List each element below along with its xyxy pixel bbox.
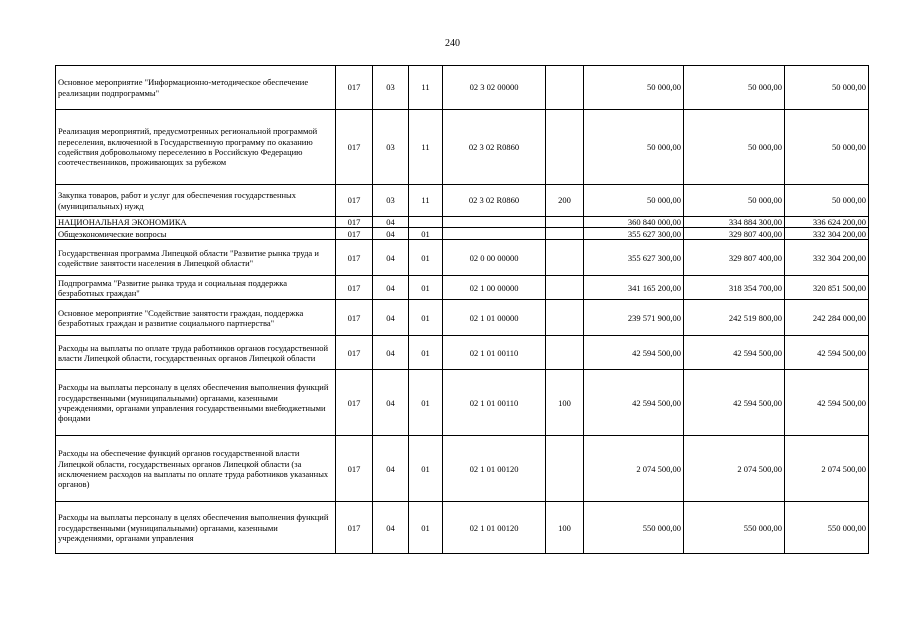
row-target-article: 02 1 01 00110 [443, 336, 546, 370]
table-row [56, 276, 869, 300]
row-amount-year1: 355 627 300,00 [584, 228, 684, 240]
row-subsection-code: 01 [409, 436, 443, 502]
row-amount-year3: 2 074 500,00 [785, 436, 869, 502]
row-ministry-code: 017 [336, 276, 373, 300]
row-section-code: 04 [373, 300, 409, 336]
row-amount-year1: 360 840 000,00 [584, 217, 684, 228]
row-expense-type [546, 110, 584, 185]
table-row [56, 300, 869, 336]
row-amount-year3: 242 284 000,00 [785, 300, 869, 336]
row-section-code: 03 [373, 185, 409, 217]
row-section-code: 03 [373, 66, 409, 110]
row-name: Расходы на выплаты по оплате труда работников органов государственной власти Липецкой области, государственных органов Липецкой области [56, 336, 336, 370]
row-target-article: 02 3 02 00000 [443, 66, 546, 110]
row-amount-year1: 50 000,00 [584, 110, 684, 185]
row-ministry-code: 017 [336, 240, 373, 276]
row-amount-year2: 42 594 500,00 [684, 370, 785, 436]
table-row [56, 228, 869, 240]
row-target-article [443, 217, 546, 228]
row-name: Государственная программа Липецкой области "Развитие рынка труда и содействие занятости населения в Липецкой области" [56, 240, 336, 276]
row-target-article: 02 3 02 R0860 [443, 110, 546, 185]
row-ministry-code: 017 [336, 436, 373, 502]
row-subsection-code: 01 [409, 276, 443, 300]
table-row [56, 336, 869, 370]
row-amount-year3: 336 624 200,00 [785, 217, 869, 228]
row-amount-year1: 550 000,00 [584, 502, 684, 554]
row-amount-year1: 355 627 300,00 [584, 240, 684, 276]
row-amount-year2: 329 807 400,00 [684, 240, 785, 276]
row-target-article: 02 1 01 00000 [443, 300, 546, 336]
row-amount-year2: 334 884 300,00 [684, 217, 785, 228]
row-amount-year1: 50 000,00 [584, 66, 684, 110]
row-target-article [443, 228, 546, 240]
row-expense-type [546, 300, 584, 336]
table-row [56, 502, 869, 554]
row-amount-year3: 42 594 500,00 [785, 336, 869, 370]
row-amount-year1: 239 571 900,00 [584, 300, 684, 336]
row-target-article: 02 0 00 00000 [443, 240, 546, 276]
row-amount-year3: 42 594 500,00 [785, 370, 869, 436]
row-amount-year1: 2 074 500,00 [584, 436, 684, 502]
row-target-article: 02 3 02 R0860 [443, 185, 546, 217]
row-name: Основное мероприятие "Содействие занятости граждан, поддержка безработных граждан и развитие социального партнерства" [56, 300, 336, 336]
row-name: Расходы на обеспечение функций органов государственной власти Липецкой области, государственных органов Липецкой области (за исключением расходов на выплаты по оплате труда работников указанных органов) [56, 436, 336, 502]
row-amount-year3: 50 000,00 [785, 185, 869, 217]
table-row [56, 240, 869, 276]
row-section-code: 04 [373, 217, 409, 228]
row-amount-year2: 329 807 400,00 [684, 228, 785, 240]
row-amount-year1: 50 000,00 [584, 185, 684, 217]
table-row [56, 217, 869, 228]
row-amount-year3: 50 000,00 [785, 110, 869, 185]
row-ministry-code: 017 [336, 217, 373, 228]
row-section-code: 04 [373, 240, 409, 276]
row-ministry-code: 017 [336, 185, 373, 217]
row-amount-year3: 332 304 200,00 [785, 228, 869, 240]
row-amount-year2: 50 000,00 [684, 110, 785, 185]
row-amount-year2: 242 519 800,00 [684, 300, 785, 336]
row-name: Закупка товаров, работ и услуг для обеспечения государственных (муниципальных) нужд [56, 185, 336, 217]
row-amount-year2: 50 000,00 [684, 66, 785, 110]
row-target-article: 02 1 01 00110 [443, 370, 546, 436]
row-ministry-code: 017 [336, 502, 373, 554]
row-ministry-code: 017 [336, 66, 373, 110]
table-row [56, 66, 869, 110]
row-name: НАЦИОНАЛЬНАЯ ЭКОНОМИКА [56, 217, 336, 228]
row-amount-year2: 2 074 500,00 [684, 436, 785, 502]
row-section-code: 04 [373, 502, 409, 554]
row-name: Подпрограмма "Развитие рынка труда и социальная поддержка безработных граждан" [56, 276, 336, 300]
row-section-code: 04 [373, 336, 409, 370]
row-amount-year2: 550 000,00 [684, 502, 785, 554]
row-amount-year2: 318 354 700,00 [684, 276, 785, 300]
row-subsection-code: 01 [409, 370, 443, 436]
row-amount-year3: 550 000,00 [785, 502, 869, 554]
row-amount-year2: 50 000,00 [684, 185, 785, 217]
row-subsection-code: 01 [409, 228, 443, 240]
row-target-article: 02 1 01 00120 [443, 436, 546, 502]
row-expense-type: 100 [546, 370, 584, 436]
row-subsection-code: 11 [409, 66, 443, 110]
table-row [56, 110, 869, 185]
row-target-article: 02 1 01 00120 [443, 502, 546, 554]
row-expense-type [546, 436, 584, 502]
row-amount-year3: 320 851 500,00 [785, 276, 869, 300]
row-ministry-code: 017 [336, 110, 373, 185]
row-amount-year3: 332 304 200,00 [785, 240, 869, 276]
page-number: 240 [445, 38, 460, 49]
row-ministry-code: 017 [336, 370, 373, 436]
row-expense-type [546, 228, 584, 240]
row-subsection-code [409, 217, 443, 228]
row-ministry-code: 017 [336, 300, 373, 336]
row-subsection-code: 01 [409, 502, 443, 554]
table-row [56, 436, 869, 502]
row-amount-year1: 42 594 500,00 [584, 336, 684, 370]
row-name: Реализация мероприятий, предусмотренных региональной программой переселения, включенной в Государственную программу по оказанию содействия добровольному переселению в Российскую Федерацию соотечественников, проживающих за рубежом [56, 110, 336, 185]
row-amount-year1: 341 165 200,00 [584, 276, 684, 300]
row-subsection-code: 01 [409, 300, 443, 336]
row-expense-type: 100 [546, 502, 584, 554]
row-amount-year1: 42 594 500,00 [584, 370, 684, 436]
budget-table [55, 65, 869, 554]
row-section-code: 04 [373, 228, 409, 240]
row-name: Расходы на выплаты персоналу в целях обеспечения выполнения функций государственными (муниципальными) органами, казенными учреждениями, органами управления государственными внебюджетными фондами [56, 370, 336, 436]
row-name: Общеэкономические вопросы [56, 228, 336, 240]
row-amount-year2: 42 594 500,00 [684, 336, 785, 370]
row-subsection-code: 01 [409, 336, 443, 370]
row-expense-type [546, 217, 584, 228]
row-subsection-code: 11 [409, 185, 443, 217]
row-name: Основное мероприятие "Информационно-методическое обеспечение реализации подпрограммы" [56, 66, 336, 110]
row-section-code: 04 [373, 436, 409, 502]
row-ministry-code: 017 [336, 228, 373, 240]
row-subsection-code: 11 [409, 110, 443, 185]
row-expense-type [546, 276, 584, 300]
row-ministry-code: 017 [336, 336, 373, 370]
row-expense-type [546, 336, 584, 370]
row-section-code: 03 [373, 110, 409, 185]
row-subsection-code: 01 [409, 240, 443, 276]
table-row [56, 370, 869, 436]
row-expense-type [546, 240, 584, 276]
table-row [56, 185, 869, 217]
row-amount-year3: 50 000,00 [785, 66, 869, 110]
row-name: Расходы на выплаты персоналу в целях обеспечения выполнения функций государственными (муниципальными) органами, казенными учреждениями, органами управления [56, 502, 336, 554]
row-section-code: 04 [373, 370, 409, 436]
row-expense-type: 200 [546, 185, 584, 217]
row-target-article: 02 1 00 00000 [443, 276, 546, 300]
row-section-code: 04 [373, 276, 409, 300]
row-expense-type [546, 66, 584, 110]
